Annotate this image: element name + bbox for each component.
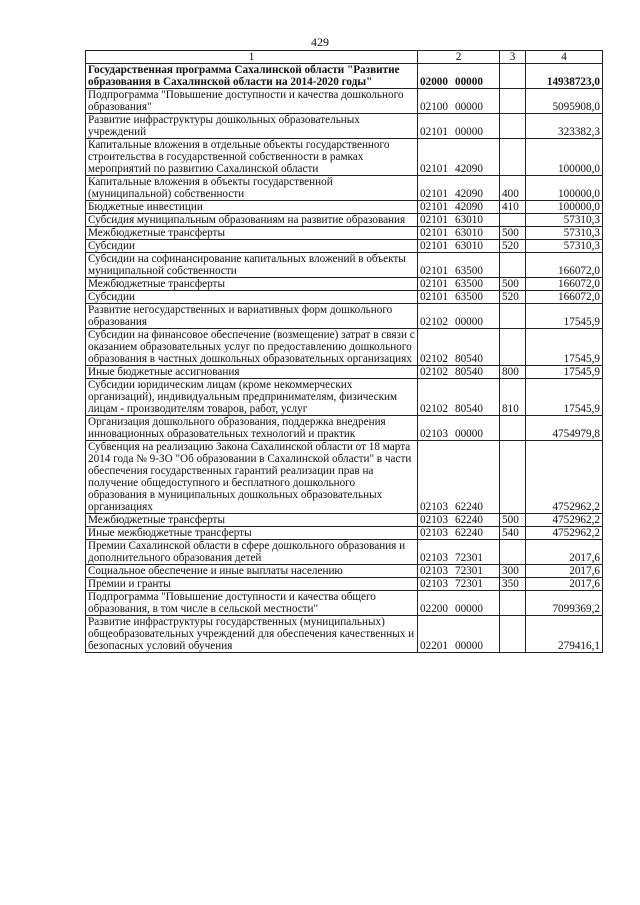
column-header-3: 3 — [500, 51, 526, 64]
row-code — [418, 616, 500, 653]
row-code — [418, 278, 500, 291]
row-code — [418, 366, 500, 379]
code-program: 02101 — [420, 201, 448, 213]
table-row — [86, 240, 603, 253]
row-amount: 100000,0 — [526, 139, 603, 176]
row-name: Развитие негосударственных и вариативных форм дошкольного образования — [86, 304, 418, 329]
code-program: 02201 — [420, 640, 448, 652]
code-program: 02102 — [420, 403, 448, 415]
code-direction: 72301 — [454, 552, 483, 564]
code-program: 02101 — [420, 291, 448, 303]
row-expense-type — [500, 540, 526, 565]
code-program: 02101 — [420, 227, 448, 239]
row-expense-type: 400 — [500, 176, 526, 201]
code-direction: 72301 — [454, 578, 483, 590]
row-amount: 57310,3 — [526, 240, 603, 253]
code-program: 02200 — [420, 603, 448, 615]
row-amount: 323382,3 — [526, 114, 603, 139]
row-code — [418, 214, 500, 227]
table-row — [86, 227, 603, 240]
row-expense-type: 810 — [500, 379, 526, 416]
table-row — [86, 565, 603, 578]
budget-table — [85, 50, 603, 653]
table-row — [86, 578, 603, 591]
row-name: Социальное обеспечение и иные выплаты населению — [86, 565, 418, 578]
row-amount: 17545,9 — [526, 304, 603, 329]
code-program: 02103 — [420, 578, 448, 590]
row-amount: 100000,0 — [526, 176, 603, 201]
row-code — [418, 416, 500, 441]
column-header-1: 1 — [86, 51, 418, 64]
code-direction: 63500 — [454, 291, 483, 303]
code-direction: 00000 — [454, 76, 483, 88]
row-code — [418, 227, 500, 240]
row-expense-type: 520 — [500, 240, 526, 253]
code-direction: 63010 — [454, 227, 483, 239]
row-expense-type: 500 — [500, 227, 526, 240]
code-program: 02102 — [420, 316, 448, 328]
row-amount: 17545,9 — [526, 329, 603, 366]
row-name: Бюджетные инвестиции — [86, 201, 418, 214]
table-row — [86, 64, 603, 89]
row-name: Межбюджетные трансферты — [86, 514, 418, 527]
row-expense-type — [500, 441, 526, 514]
row-expense-type — [500, 89, 526, 114]
code-direction: 42090 — [454, 188, 483, 200]
code-program: 02103 — [420, 565, 448, 577]
row-expense-type — [500, 114, 526, 139]
code-direction: 80540 — [454, 403, 483, 415]
row-code — [418, 514, 500, 527]
row-expense-type: 500 — [500, 278, 526, 291]
row-name: Иные межбюджетные трансферты — [86, 527, 418, 540]
row-name: Межбюджетные трансферты — [86, 278, 418, 291]
row-code — [418, 578, 500, 591]
row-expense-type: 540 — [500, 527, 526, 540]
table-row — [86, 176, 603, 201]
row-amount: 4752962,2 — [526, 441, 603, 514]
code-program: 02103 — [420, 428, 448, 440]
row-amount: 14938723,0 — [526, 64, 603, 89]
row-expense-type — [500, 304, 526, 329]
code-program: 02101 — [420, 265, 448, 277]
row-name: Межбюджетные трансферты — [86, 227, 418, 240]
row-name: Государственная программа Сахалинской области "Развитие образования в Сахалинской области на 2014-2020 годы" — [86, 64, 418, 89]
table-row — [86, 366, 603, 379]
row-name: Премии Сахалинской области в сфере дошкольного образования и дополнительного образования детей — [86, 540, 418, 565]
table-row — [86, 278, 603, 291]
row-code — [418, 201, 500, 214]
code-program: 02101 — [420, 163, 448, 175]
row-expense-type — [500, 214, 526, 227]
row-amount: 2017,6 — [526, 578, 603, 591]
code-direction: 00000 — [454, 603, 483, 615]
row-code — [418, 304, 500, 329]
table-row — [86, 304, 603, 329]
code-program: 02100 — [420, 101, 448, 113]
row-code — [418, 565, 500, 578]
row-code — [418, 139, 500, 176]
row-code — [418, 89, 500, 114]
code-program: 02103 — [420, 514, 448, 526]
row-expense-type — [500, 253, 526, 278]
row-code — [418, 441, 500, 514]
table-row — [86, 139, 603, 176]
code-program: 02102 — [420, 366, 448, 378]
table-row — [86, 441, 603, 514]
row-expense-type: 800 — [500, 366, 526, 379]
row-code — [418, 64, 500, 89]
row-code — [418, 253, 500, 278]
code-program: 02101 — [420, 188, 448, 200]
table-row — [86, 253, 603, 278]
code-program: 02101 — [420, 126, 448, 138]
code-direction: 63010 — [454, 240, 483, 252]
row-name: Подпрограмма "Повышение доступности и качества общего образования, в том числе в сельской местности" — [86, 591, 418, 616]
table-row — [86, 616, 603, 653]
row-code — [418, 114, 500, 139]
row-amount: 57310,3 — [526, 214, 603, 227]
row-amount: 279416,1 — [526, 616, 603, 653]
row-amount: 7099369,2 — [526, 591, 603, 616]
code-direction: 00000 — [454, 101, 483, 113]
row-amount: 166072,0 — [526, 291, 603, 304]
code-program: 02103 — [420, 552, 448, 564]
code-direction: 00000 — [454, 428, 483, 440]
row-name: Иные бюджетные ассигнования — [86, 366, 418, 379]
row-code — [418, 540, 500, 565]
code-program: 02103 — [420, 527, 448, 539]
table-row — [86, 514, 603, 527]
row-expense-type: 500 — [500, 514, 526, 527]
row-code — [418, 291, 500, 304]
row-amount: 166072,0 — [526, 253, 603, 278]
row-amount: 57310,3 — [526, 227, 603, 240]
code-direction: 80540 — [454, 366, 483, 378]
row-expense-type: 350 — [500, 578, 526, 591]
code-direction: 63010 — [454, 214, 483, 226]
code-direction: 42090 — [454, 201, 483, 213]
table-row — [86, 201, 603, 214]
row-name: Субсидия муниципальным образованиям на развитие образования — [86, 214, 418, 227]
row-name: Капитальные вложения в отдельные объекты государственного строительства в государственной собственности в рамках мероприятий по развитию Сахалинской области — [86, 139, 418, 176]
row-amount: 17545,9 — [526, 366, 603, 379]
row-name: Подпрограмма "Повышение доступности и качества дошкольного образования" — [86, 89, 418, 114]
table-row — [86, 329, 603, 366]
row-name: Субсидии на финансовое обеспечение (возмещение) затрат в связи с оказанием образовательных услуг по предоставлению дошкольного образования в частных дошкольных образовательных организациях — [86, 329, 418, 366]
row-expense-type — [500, 591, 526, 616]
row-expense-type: 300 — [500, 565, 526, 578]
row-code — [418, 379, 500, 416]
code-program: 02101 — [420, 214, 448, 226]
row-amount: 166072,0 — [526, 278, 603, 291]
table-row — [86, 591, 603, 616]
row-name: Развитие инфраструктуры государственных (муниципальных) общеобразовательных учреждений для обеспечения качественных и безопасных условий обучения — [86, 616, 418, 653]
column-header-4: 4 — [526, 51, 603, 64]
row-name: Капитальные вложения в объекты государственной (муниципальной) собственности — [86, 176, 418, 201]
row-name: Субсидии на софинансирование капитальных вложений в объекты муниципальной собственности — [86, 253, 418, 278]
code-direction: 80540 — [454, 353, 483, 365]
table-row — [86, 89, 603, 114]
row-expense-type — [500, 139, 526, 176]
row-expense-type — [500, 616, 526, 653]
table-row — [86, 416, 603, 441]
row-expense-type — [500, 329, 526, 366]
row-name: Премии и гранты — [86, 578, 418, 591]
row-name: Развитие инфраструктуры дошкольных образовательных учреждений — [86, 114, 418, 139]
code-direction: 63500 — [454, 265, 483, 277]
row-amount: 2017,6 — [526, 540, 603, 565]
row-name: Субвенция на реализацию Закона Сахалинской области от 18 марта 2014 года № 9-ЗО "Об образовании в Сахалинской области" в части обеспечения государственных гарантий реализации прав на получение общедоступного и бесплатного дошкольного образования в муниципальных дошкольных образовательных организациях — [86, 441, 418, 514]
row-amount: 17545,9 — [526, 379, 603, 416]
table-row — [86, 114, 603, 139]
column-number-row — [86, 51, 603, 64]
code-direction: 72301 — [454, 565, 483, 577]
row-amount: 2017,6 — [526, 565, 603, 578]
code-direction: 63500 — [454, 278, 483, 290]
row-expense-type — [500, 64, 526, 89]
row-code — [418, 240, 500, 253]
table-row — [86, 527, 603, 540]
row-amount: 100000,0 — [526, 201, 603, 214]
table-row — [86, 540, 603, 565]
row-amount: 4752962,2 — [526, 527, 603, 540]
row-code — [418, 176, 500, 201]
row-name: Субсидии юридическим лицам (кроме некоммерческих организаций), индивидуальным предпринимателям, физическим лицам - производителям товаров, работ, услуг — [86, 379, 418, 416]
row-name: Субсидии — [86, 240, 418, 253]
row-name: Субсидии — [86, 291, 418, 304]
row-name: Организация дошкольного образования, поддержка внедрения инновационных образовательных технологий и практик — [86, 416, 418, 441]
row-code — [418, 527, 500, 540]
code-program: 02000 — [420, 76, 448, 88]
row-amount: 4752962,2 — [526, 514, 603, 527]
code-direction: 62240 — [454, 527, 483, 539]
code-direction: 00000 — [454, 316, 483, 328]
code-program: 02101 — [420, 278, 448, 290]
code-direction: 42090 — [454, 163, 483, 175]
code-direction: 00000 — [454, 640, 483, 652]
page-number: 429 — [311, 35, 329, 49]
code-program: 02101 — [420, 240, 448, 252]
column-header-2: 2 — [418, 51, 500, 64]
row-amount: 4754979,8 — [526, 416, 603, 441]
table-row — [86, 291, 603, 304]
code-direction: 00000 — [454, 126, 483, 138]
table-row — [86, 379, 603, 416]
row-expense-type: 520 — [500, 291, 526, 304]
row-expense-type — [500, 416, 526, 441]
row-code — [418, 329, 500, 366]
row-amount: 5095908,0 — [526, 89, 603, 114]
row-code — [418, 591, 500, 616]
table-row — [86, 214, 603, 227]
code-program: 02102 — [420, 353, 448, 365]
code-program: 02103 — [420, 501, 448, 513]
code-direction: 62240 — [454, 501, 483, 513]
row-expense-type: 410 — [500, 201, 526, 214]
code-direction: 62240 — [454, 514, 483, 526]
